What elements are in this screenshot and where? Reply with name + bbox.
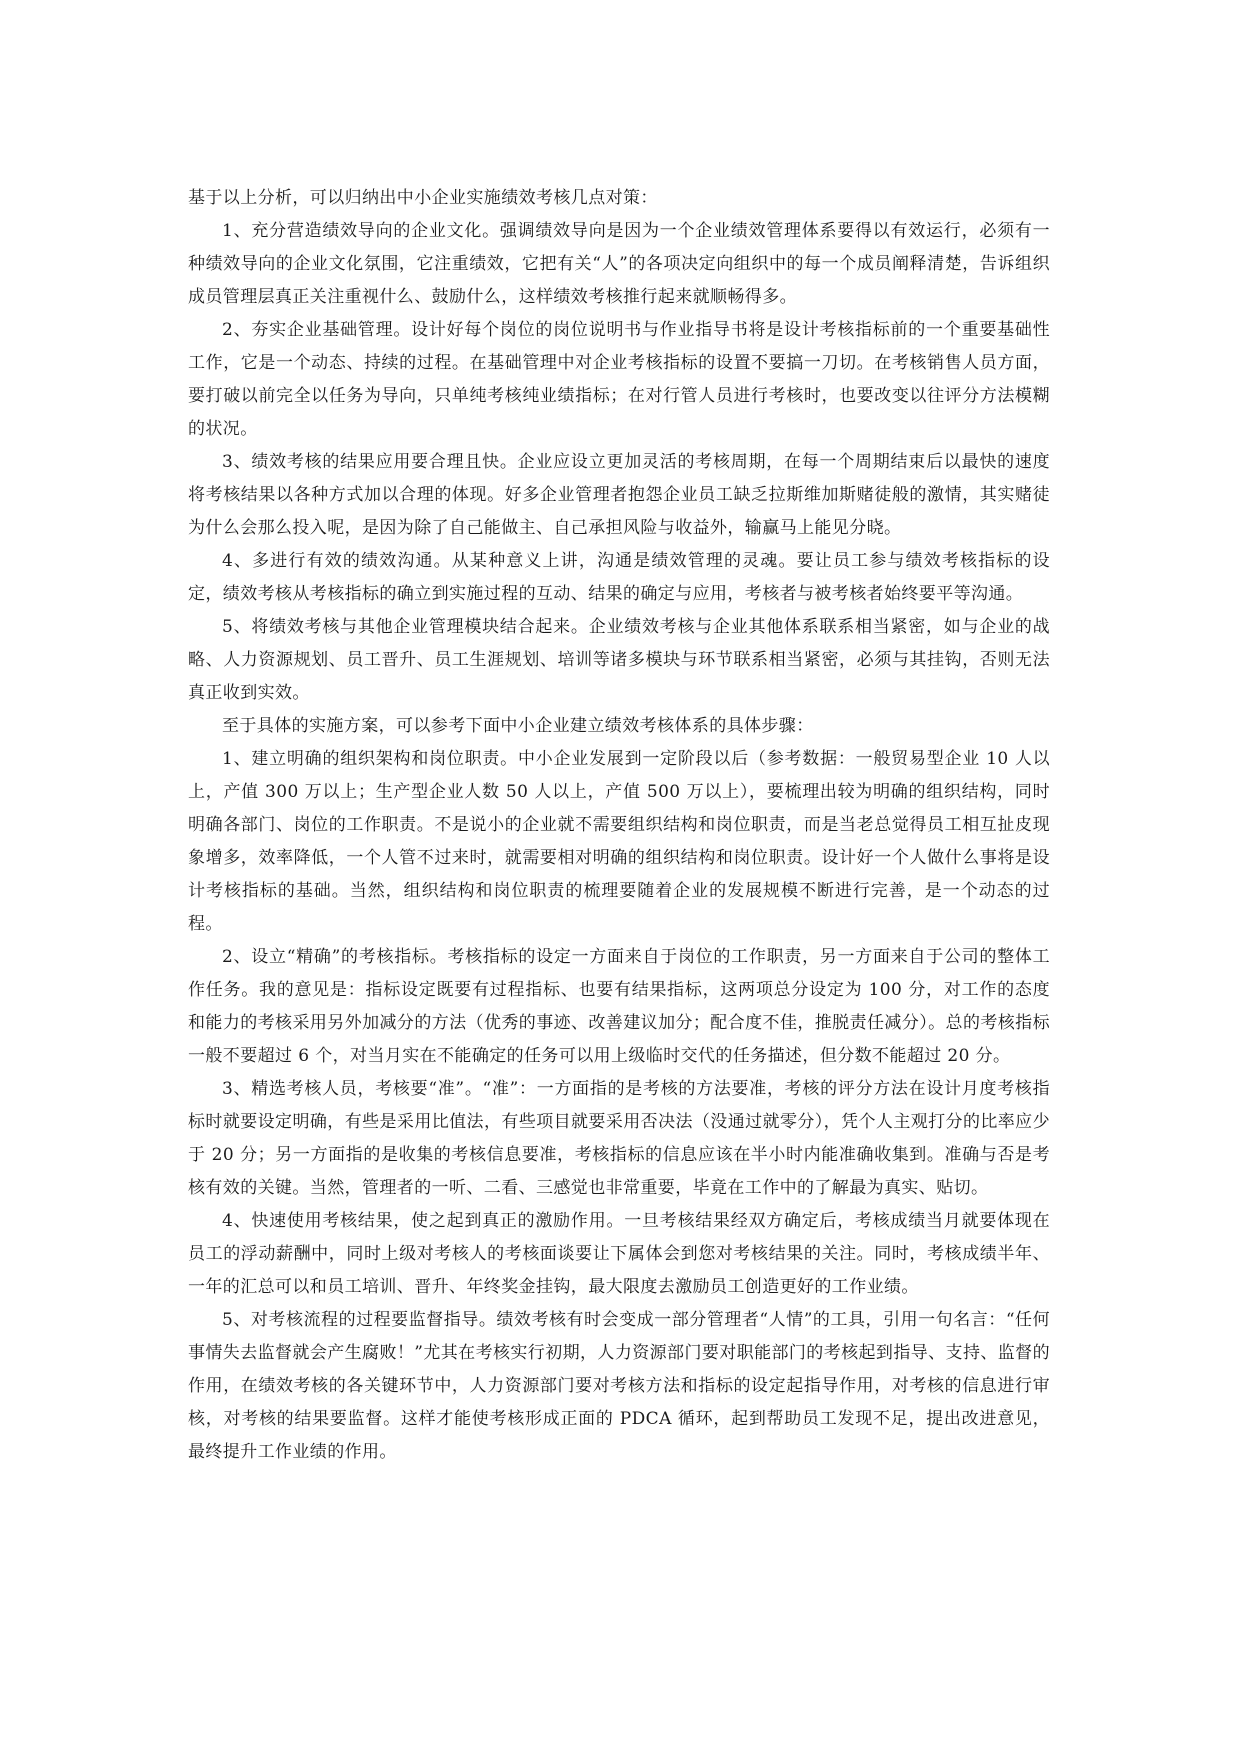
- paragraph-steps-intro: 至于具体的实施方案，可以参考下面中小企业建立绩效考核体系的具体步骤：: [222, 716, 814, 736]
- paragraph-intro: 基于以上分析，可以归纳出中小企业实施绩效考核几点对策：: [188, 188, 658, 208]
- paragraph-strategy-1: 1、充分营造绩效导向的企业文化。强调绩效导向是因为一个企业绩效管理体系要得以有效运行，必须有一种绩效导向的企业文化氛围，它注重绩效，它把有关“人”的各项决定向组织中的每一个成员阐释清楚，告诉组织成员管理层真正关注重视什么、鼓励什么，这样绩效考核推行起来就顺畅得多。: [188, 221, 1050, 307]
- paragraph-strategy-4: 4、多进行有效的绩效沟通。从某种意义上讲，沟通是绩效管理的灵魂。要让员工参与绩效考核指标的设定，绩效考核从考核指标的确立到实施过程的互动、结果的确定与应用，考核者与被考核者始终要平等沟通。: [188, 551, 1050, 604]
- paragraph-step-5: 5、对考核流程的过程要监督指导。绩效考核有时会变成一部分管理者“人情”的工具，引用一句名言：“任何事情失去监督就会产生腐败！”尤其在考核实行初期，人力资源部门要对职能部门的考核起到指导、支持、监督的作用，在绩效考核的各关键环节中，人力资源部门要对考核方法和指标的设定起指导作用，对考核的信息进行审核，对考核的结果要监督。这样才能使考核形成正面的 PDCA 循环，起到帮助员工发现不足，提出改进意见，最终提升工作业绩的作用。: [188, 1310, 1050, 1462]
- paragraph-step-3: 3、精选考核人员，考核要“准”。“准”：一方面指的是考核的方法要准，考核的评分方法在设计月度考核指标时就要设定明确，有些是采用比值法，有些项目就要采用否决法（没通过就零分），凭个人主观打分的比率应少于 20 分；另一方面指的是收集的考核信息要准，考核指标的信息应该在半小时内能准确收集到。准确与否是考核有效的关键。当然，管理者的一听、二看、三感觉也非常重要，毕竟在工作中的了解最为真实、贴切。: [188, 1079, 1050, 1198]
- paragraph-step-4: 4、快速使用考核结果，使之起到真正的激励作用。一旦考核结果经双方确定后，考核成绩当月就要体现在员工的浮动薪酬中，同时上级对考核人的考核面谈要让下属体会到您对考核结果的关注。同时，考核成绩半年、一年的汇总可以和员工培训、晋升、年终奖金挂钩，最大限度去激励员工创造更好的工作业绩。: [188, 1211, 1050, 1297]
- document-body: [188, 182, 1050, 1469]
- paragraph-step-2: 2、设立“精确”的考核指标。考核指标的设定一方面来自于岗位的工作职责，另一方面来自于公司的整体工作任务。我的意见是：指标设定既要有过程指标、也要有结果指标，这两项总分设定为 100 分，对工作的态度和能力的考核采用另外加减分的方法（优秀的事迹、改善建议加分；配合度不佳，推脱责任减分）。总的考核指标一般不要超过 6 个，对当月实在不能确定的任务可以用上级临时交代的任务描述，但分数不能超过 20 分。: [188, 947, 1050, 1066]
- paragraph-strategy-5: 5、将绩效考核与其他企业管理模块结合起来。企业绩效考核与企业其他体系联系相当紧密，如与企业的战略、人力资源规划、员工晋升、员工生涯规划、培训等诸多模块与环节联系相当紧密，必须与其挂钩，否则无法真正收到实效。: [188, 617, 1050, 703]
- paragraph-step-1: 1、建立明确的组织架构和岗位职责。中小企业发展到一定阶段以后（参考数据：一般贸易型企业 10 人以上，产值 300 万以上；生产型企业人数 50 人以上，产值 500 万以上），要梳理出较为明确的组织结构，同时明确各部门、岗位的工作职责。不是说小的企业就不需要组织结构和岗位职责，而是当老总觉得员工相互扯皮现象增多，效率降低，一个人管不过来时，就需要相对明确的组织结构和岗位职责。设计好一个人做什么事将是设计考核指标的基础。当然，组织结构和岗位职责的梳理要随着企业的发展规模不断进行完善，是一个动态的过程。: [188, 749, 1050, 934]
- paragraph-strategy-2: 2、夯实企业基础管理。设计好每个岗位的岗位说明书与作业指导书将是设计考核指标前的一个重要基础性工作，它是一个动态、持续的过程。在基础管理中对企业考核指标的设置不要搞一刀切。在考核销售人员方面，要打破以前完全以任务为导向，只单纯考核纯业绩指标；在对行管人员进行考核时，也要改变以往评分方法模糊的状况。: [188, 320, 1050, 439]
- paragraph-strategy-3: 3、绩效考核的结果应用要合理且快。企业应设立更加灵活的考核周期，在每一个周期结束后以最快的速度将考核结果以各种方式加以合理的体现。好多企业管理者抱怨企业员工缺乏拉斯维加斯赌徒般的激情，其实赌徒为什么会那么投入呢，是因为除了自己能做主、自己承担风险与收益外，输赢马上能见分晓。: [188, 452, 1050, 538]
